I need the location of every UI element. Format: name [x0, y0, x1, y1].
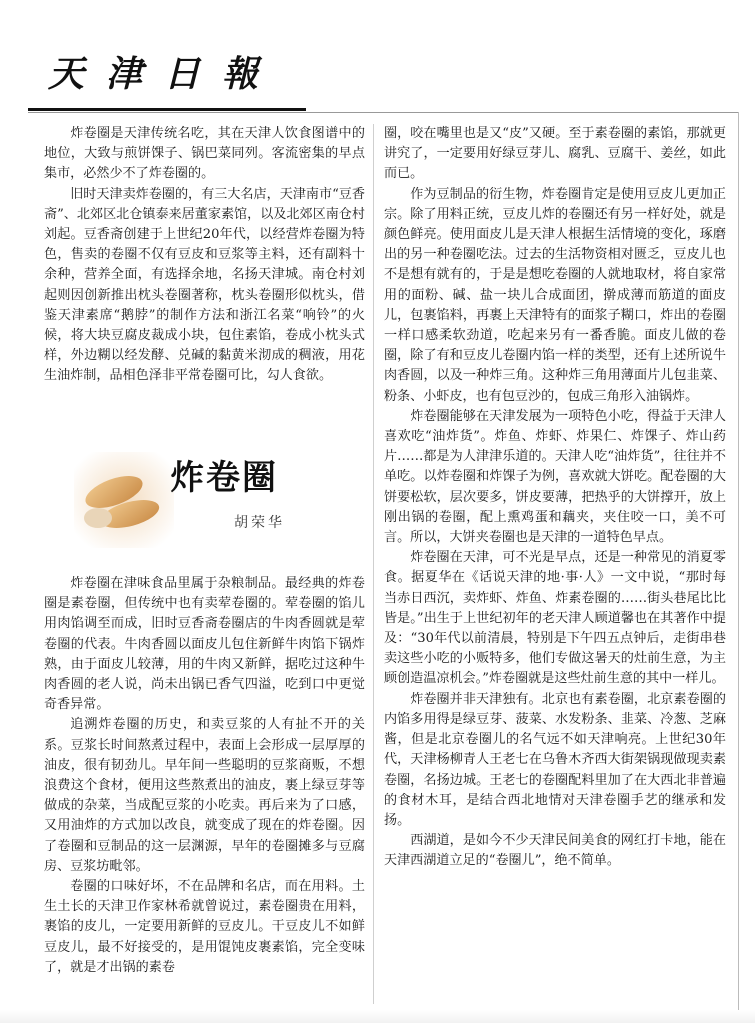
header-divider — [28, 112, 738, 113]
article-headline: 炸卷圈 — [170, 458, 278, 498]
paragraph: 炸卷圈并非天津独有。北京也有素卷圈，北京素卷圈的内馅多用得是绿豆芽、菠菜、水发粉条、韭菜、冷葱、芝麻酱，但是北京卷圈儿的名气远不如天津响亮。上世纪30年代，天津杨柳青人王老七在乌鲁木齐西大街架锅现做现卖素卷圈，名扬边城。王老七的卷圈配料里加了在大西北非普遍的食材木耳，是结合西北地情对天津卷圈手艺的继承和发扬。 — [384, 691, 726, 828]
paragraph: 追溯炸卷圈的历史，和卖豆浆的人有扯不开的关系。豆浆长时间熬煮过程中，表面上会形成一层厚厚的油皮，很有韧劲儿。早年间一些聪明的豆浆商贩，不想浪费这个食材，便用这些熬煮出的油皮，裹上绿豆芽等做成的杂菜，当成配豆浆的小吃卖。再后来为了口感，又用油炸的方式加以改良，就变成了现在的炸卷圈。因了卷圈和豆制品的这一层渊源，早年的卷圈摊多与豆腐房、豆浆坊毗邻。 — [44, 717, 365, 874]
paragraph: 西湖道，是如今不少天津民间美食的网红打卡地，能在天津西湖道立足的“卷圈儿”，绝不简单。 — [384, 833, 726, 869]
masthead-rule — [28, 108, 306, 111]
paragraph: 炸卷圈能够在天津发展为一项特色小吃，得益于天津人喜欢吃“油炸货”。炸鱼、炸虾、炸果仁、炸馃子、炸山药片……都是为人津津乐道的。天津人吃“油炸货”，往往并不单吃。以炸卷圈和炸馃子为例，喜欢就大饼吃。配卷圈的大饼要松软，层次要多，饼皮要薄，把热乎的大饼撑开，放上刚出锅的卷圈，配上熏鸡蛋和藕夹，夹住咬一口，美不可言。所以，大饼夹卷圈也是天津的一道特色早点。 — [384, 408, 726, 546]
article-column-left-top — [44, 124, 365, 387]
page-bottom-edge — [0, 1010, 755, 1023]
paragraph: 圈，咬在嘴里也是又“皮”又硬。至于素卷圈的素馅，那就更讲究了，一定要用好绿豆芽儿、腐乳、豆腐干、姜丝，如此而已。 — [384, 126, 726, 182]
article-column-right — [384, 124, 726, 872]
fried-roll-photo — [74, 452, 174, 548]
paragraph: 旧时天津卖炸卷圈的，有三大名店，天津南市“豆香斋”、北郊区北仓镇泰来居董家素馆，以及北郊区南仓村刘起。豆香斋创建于上世纪20年代，以经营炸卷圈为特色，售卖的卷圈不仅有豆皮和豆浆等主料，还有副料十余种，营养全面，有选择余地，名扬天津城。南仓村刘起则因创新推出枕头卷圈著称，枕头卷圈形似枕头，借鉴天津素席“鹅脖”的制作方法和浙江名菜“响铃”的火候，将大块豆腐皮裁成小块，包住素馅，卷成小枕头式样，外边糊以经发酵、兑碱的黏黄米沏成的稠液，用花生油炸制，品相色泽非平常卷圈可比，勾人食欲。 — [44, 186, 365, 384]
column-divider — [373, 124, 374, 1004]
newspaper-masthead: 天津日報 — [48, 53, 281, 95]
article-byline: 胡荣华 — [234, 515, 285, 531]
page-edge-rule — [738, 112, 739, 1012]
paragraph: 炸卷圈是天津传统名吃，其在天津人饮食图谱中的地位，大致与煎饼馃子、锅巴菜同列。客流密集的早点集市，必然少不了炸卷圈的。 — [44, 126, 365, 182]
paragraph: 作为豆制品的衍生物，炸卷圈肯定是使用豆皮儿更加正宗。除了用料正统，豆皮儿炸的卷圈还有另一样好处，就是颜色鲜亮。使用面皮儿是天津人根据生活情境的变化，琢磨出的另一种卷圈吃法。过去的生活物资相对匮乏，豆皮儿也不是想有就有的，于是是想吃卷圈的人就地取材，将自家常用的面粉、碱、盐一块儿合成面团，擀成薄而筋道的面皮儿，包裹馅料，再裹上天津特有的面浆子糊口，炸出的卷圈一样口感柔软劲道，吃起来另有一番香脆。面皮儿做的卷圈，除了有和豆皮儿卷圈内馅一样的类型，还有上述所说牛肉香圆，以及一种炸三角。这种炸三角用薄面片儿包韭菜、粉条、小虾皮，也有包豆沙的，包成三角形入油锅炸。 — [384, 186, 726, 404]
article-title-block — [66, 446, 366, 556]
paragraph: 炸卷圈在津味食品里属于杂粮制品。最经典的炸卷圈是素卷圈，但传统中也有卖荤卷圈的。荤卷圈的馅儿用肉馅调至而成，旧时豆香斋卷圈店的牛肉香圆就是荤卷圈的代表。牛肉香圆以面皮儿包住新鲜牛肉馅下锅炸熟，由于面皮儿较薄，用的牛肉又新鲜，据吃过这种牛肉香圆的老人说，尚未出锅已香气四溢，吃到口中更觉奇香异常。 — [44, 576, 365, 713]
paragraph: 卷圈的口味好坏，不在品牌和名店，而在用料。土生土长的天津卫作家林希就曾说过，素卷圈贵在用料，裹馅的皮儿，一定要用新鲜的豆皮儿。干豆皮儿不如鲜豆皮儿，最不好接受的，是用馄饨皮裹素馅，完全变味了，就是才出锅的素卷 — [44, 879, 365, 975]
article-column-left-bottom — [44, 574, 365, 978]
paragraph: 炸卷圈在天津，可不光是早点，还是一种常见的消夏零食。据夏华在《话说天津的地·事·人》一文中说，“那时每当赤日西沉，卖炸虾、炸鱼、炸素卷圈的……街头巷尾比比皆是。”出生于上世纪初年的老天津人顾道馨也在其著作中提及：“30年代以前清晨，特别是下午四五点钟后，走街串巷卖这些小吃的小贩特多，他们专做这暑天的灶前生意，为主顾创造温凉机会。”炸卷圈就是这些灶前生意的其中一样儿。 — [384, 550, 726, 687]
